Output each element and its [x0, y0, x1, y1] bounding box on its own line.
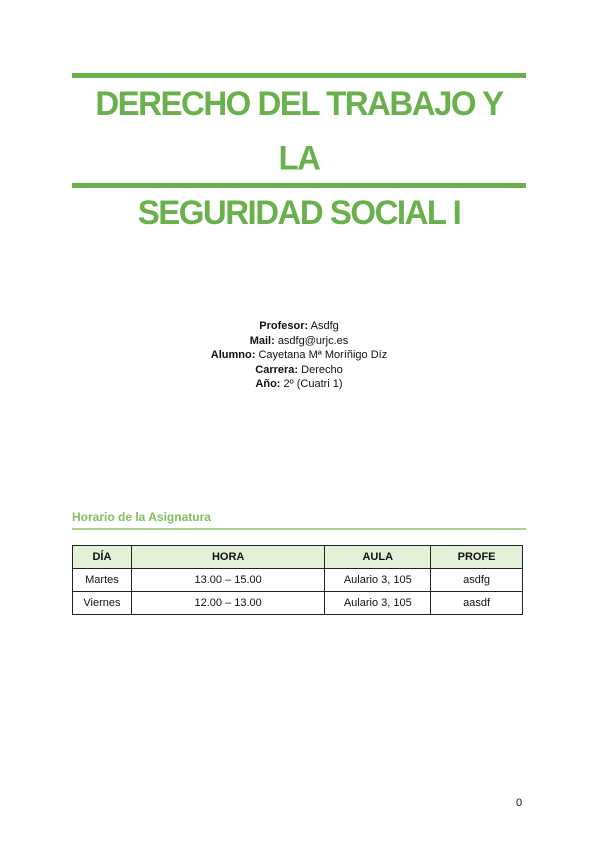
- info-mail: [72, 334, 526, 349]
- page-number: 0: [516, 797, 523, 809]
- cell-dia: Martes: [73, 569, 132, 592]
- carrera-value: Derecho: [301, 363, 343, 376]
- header-profe: PROFE: [431, 546, 523, 569]
- alumno-label: Alumno:: [210, 349, 256, 362]
- schedule-section-rule: [72, 528, 526, 530]
- schedule-section-title: Horario de la Asignatura: [72, 510, 211, 524]
- cell-hora: 13.00 – 15.00: [131, 569, 324, 592]
- info-alumno: [72, 348, 526, 363]
- schedule-table: [72, 545, 523, 615]
- header-hora: HORA: [131, 546, 324, 569]
- profesor-value: Asdfg: [310, 320, 339, 332]
- header-dia: DÍA: [73, 546, 132, 569]
- table-row: [73, 569, 523, 592]
- anio-label: Año:: [255, 378, 281, 391]
- cell-aula: Aulario 3, 105: [325, 592, 431, 615]
- cell-profe: aasdf: [431, 592, 523, 615]
- document-title: [72, 76, 526, 240]
- carrera-label: Carrera:: [255, 363, 299, 376]
- header-aula: AULA: [325, 546, 431, 569]
- mail-value: asdfg@urjc.es: [277, 334, 349, 347]
- info-carrera: [72, 363, 526, 378]
- title-line-2: SEGURIDAD SOCIAL I: [137, 192, 461, 232]
- info-profesor: [72, 319, 526, 334]
- title-line-1: DERECHO DEL TRABAJO Y LA: [95, 83, 503, 177]
- cell-dia: Viernes: [73, 592, 132, 615]
- schedule-header-row: [73, 546, 523, 569]
- anio-value: 2º (Cuatri 1): [283, 378, 343, 391]
- alumno-value: Cayetana Mª Moríñigo Díz: [258, 349, 388, 362]
- mail-label: Mail:: [249, 334, 275, 347]
- cell-aula: Aulario 3, 105: [325, 569, 431, 592]
- course-info-block: [72, 319, 526, 392]
- cell-hora: 12.00 – 13.00: [131, 592, 324, 615]
- table-row: [73, 592, 523, 615]
- title-bottom-rule: [72, 183, 526, 188]
- cell-profe: asdfg: [431, 569, 523, 592]
- profesor-label: Profesor:: [259, 320, 309, 332]
- info-anio: [72, 377, 526, 392]
